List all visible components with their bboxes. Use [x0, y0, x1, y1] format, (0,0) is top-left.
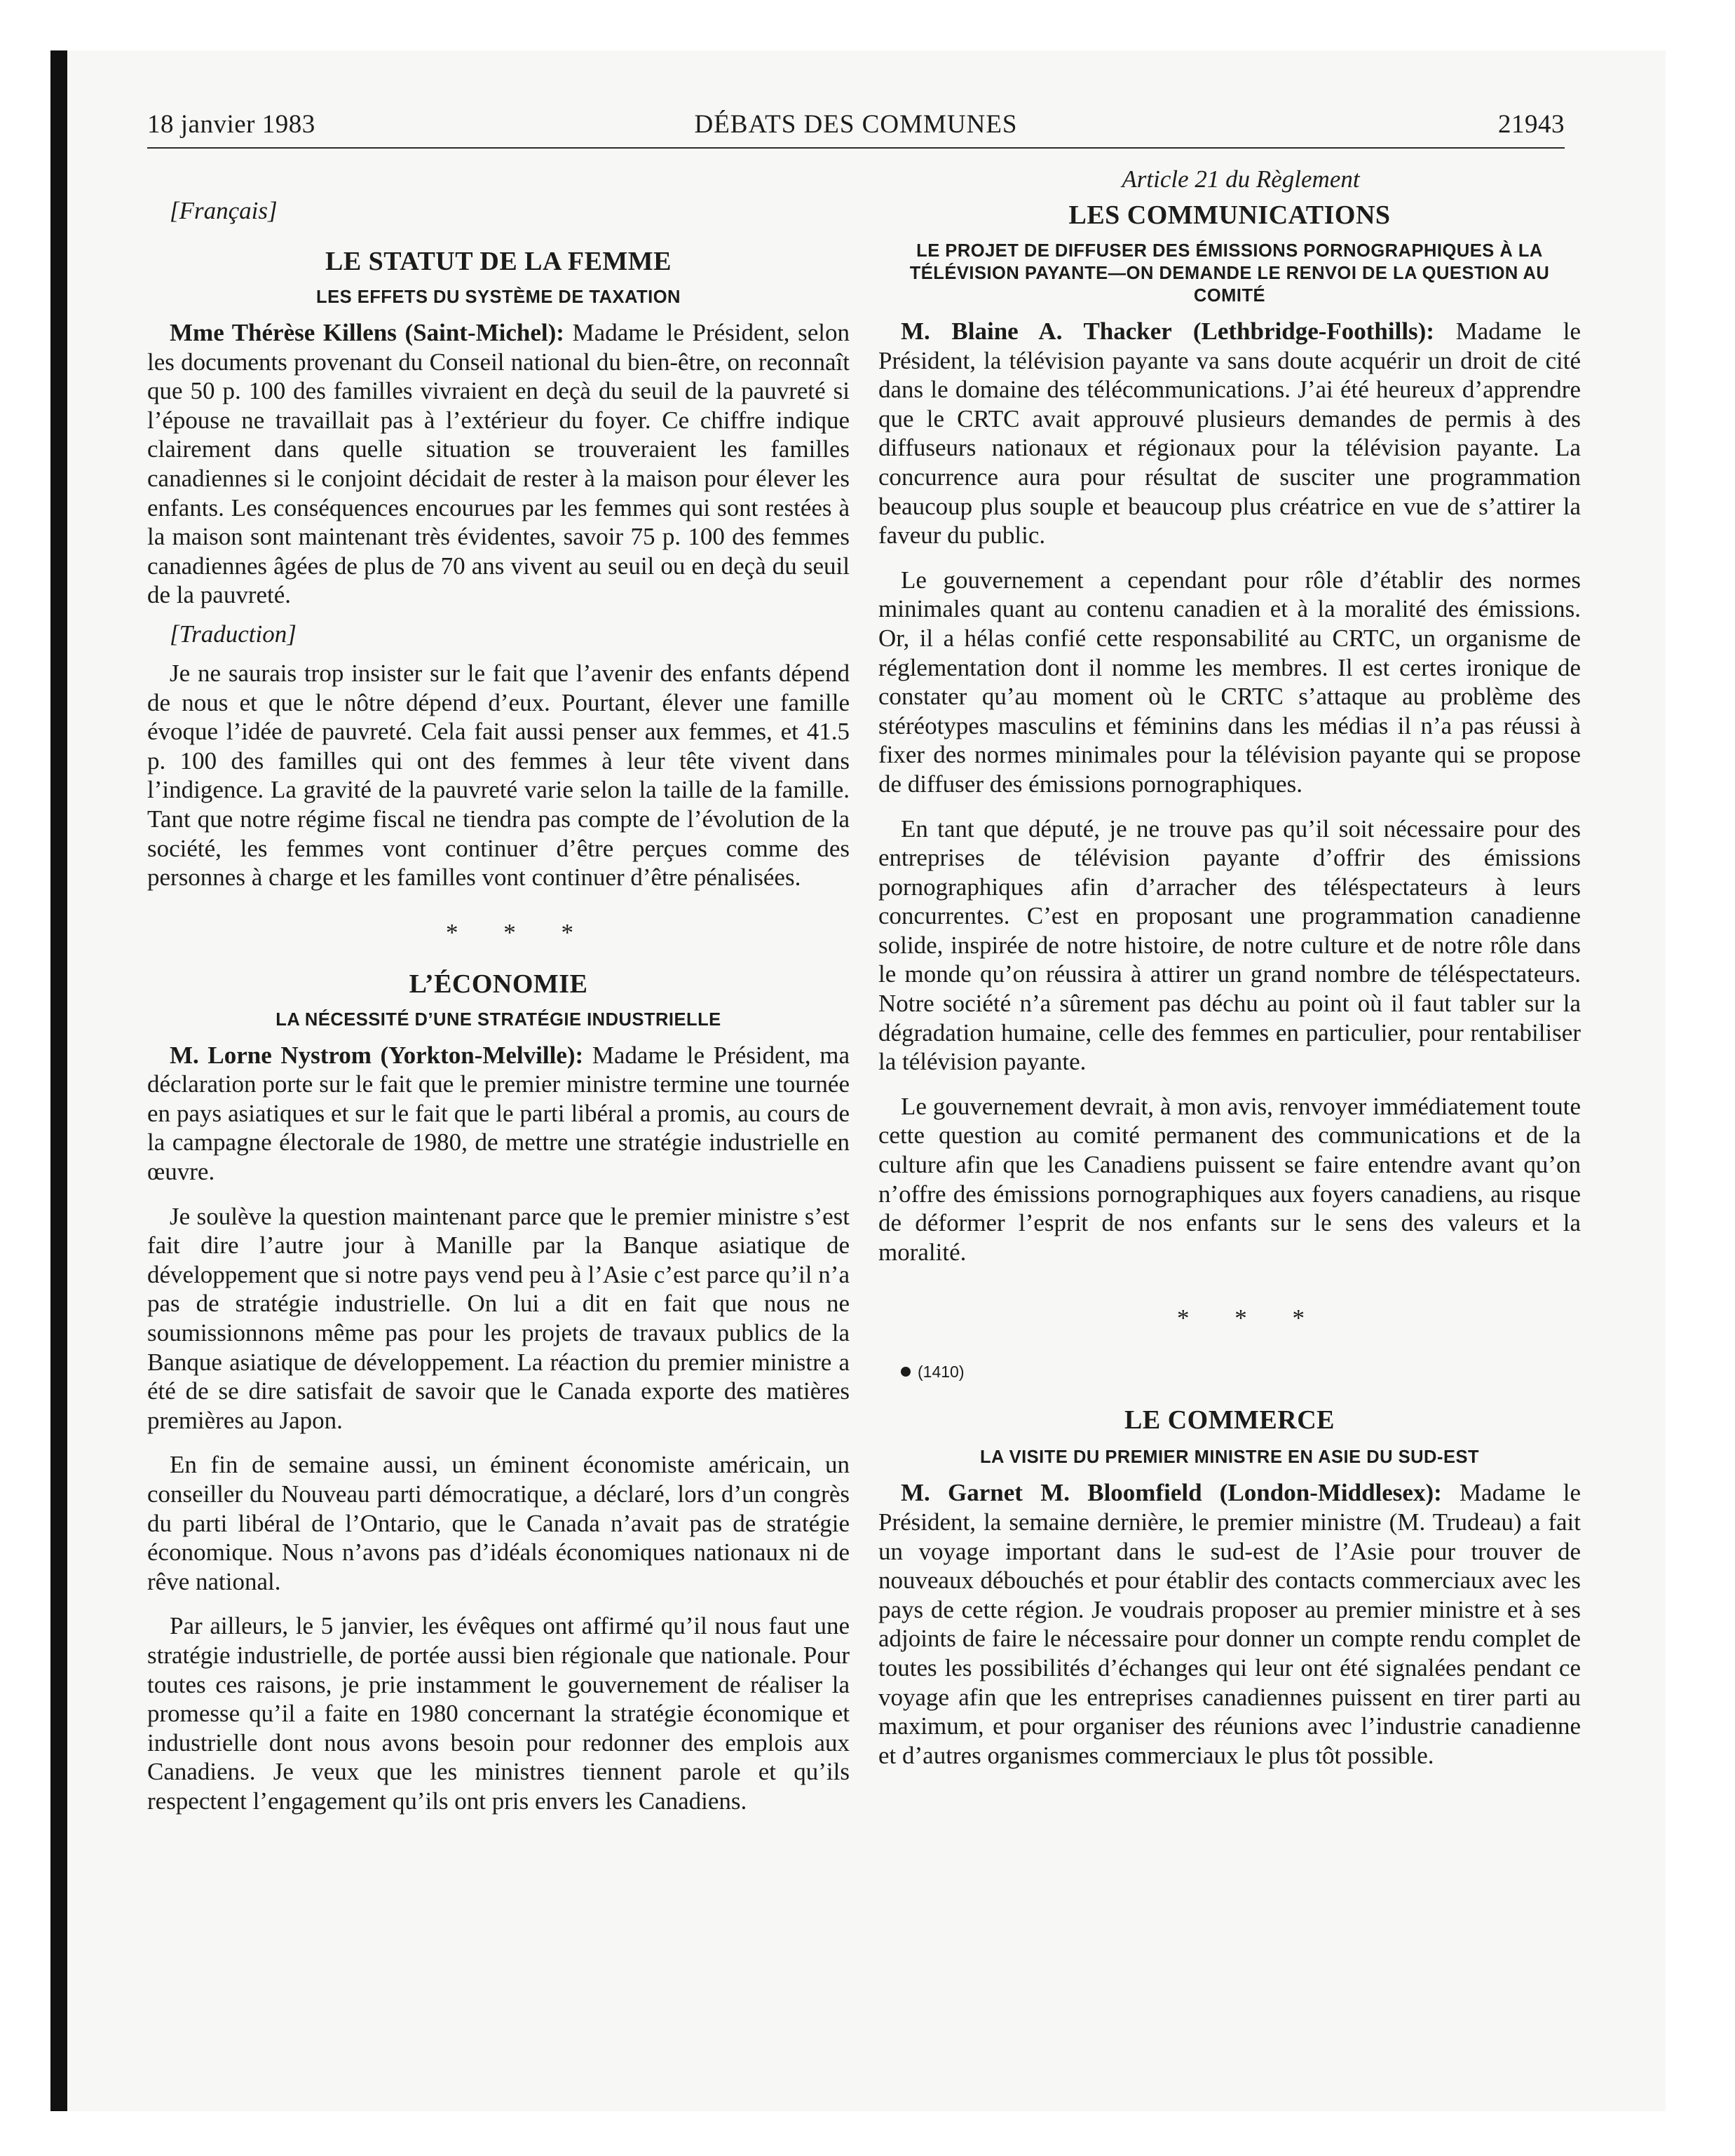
paragraph-bloomfield: [878, 1478, 1581, 1770]
running-header: [147, 104, 1565, 149]
section-title-communications: LES COMMUNICATIONS: [1068, 200, 1391, 230]
section-subtitle-television-payante: LE PROJET DE DIFFUSER DES ÉMISSIONS PORNOGRAPHIQUES À LA TÉLÉVISION PAYANTE—ON DEMANDE LE RENVOI DE LA QUESTION AU COMITÉ: [909, 241, 1550, 306]
paragraph-nystrom: [147, 1041, 850, 1187]
speaker-killens: Mme Thérèse Killens (Saint-Michel):: [170, 319, 564, 346]
paragraph-economiste: En fin de semaine aussi, un éminent économiste américain, un conseiller du Nouveau parti démocratique, a déclaré, lors d’un congrès du parti libéral de l’Ontario, que le Canada n’avait pas de stratégie économique. Nous n’avons pas d’idéals économiques nationaux ni de rêve national.: [147, 1451, 850, 1595]
paragraph-manille: Je soulève la question maintenant parce que le premier ministre s’est fait dire l’autre jour à Manille par la Banque asiatique de développement que si notre pays vend peu à l’Asie c’est parce qu’il n’a pas de stratégie industrielle. On lui a dit en fait que nous ne soumissionnons même pas pour les projets de travaux publics de la Banque asiatique de développement. La réaction du premier ministre a été de se dire satisfait de savoir que le Canada exporte des matières premières au Japon.: [147, 1202, 850, 1434]
section-subtitle-visite-asie: LA VISITE DU PREMIER MINISTRE EN ASIE DU SUD-EST: [979, 1447, 1480, 1468]
paragraph-thacker-text: Madame le Président, la télévision payante va sans doute acquérir un droit de cité dans le domaine des télécommunications. J’ai été heureux d’apprendre que le CRTC avait approuvé plusieurs demandes de permis à des diffuseurs nationaux et régionaux pour la télévision payante. La concurrence aura pour résultat de susciter une programmation beaucoup plus souple et beaucoup plus créatrice en vue de s’attirer la faveur du public.: [878, 318, 1581, 550]
time-marker: [878, 1360, 1581, 1383]
header-page-number: 21943: [1498, 110, 1565, 139]
section-subtitle-strategie: LA NÉCESSITÉ D’UNE STRATÉGIE INDUSTRIELLE: [275, 1009, 721, 1030]
section-title-economie: L’ÉCONOMIE: [409, 969, 588, 999]
paragraph-eveques: Par ailleurs, le 5 janvier, les évêques ont affirmé qu’il nous faut une stratégie industrielle, de portée aussi bien régionale que nationale. Pour toutes ces raisons, je prie instamment le gouvernement de réaliser la promesse qu’il a faite en 1980 concernant la stratégie économique et industrielle dont nous avons besoin pour redonner des emplois aux Canadiens. Je veux que les ministres tiennent parole et qu’ils respectent l’engagement qu’ils ont pris envers les Canadiens.: [147, 1612, 850, 1815]
paragraph-killens: [147, 318, 850, 610]
paragraph-nystrom-text: Madame le Président, ma déclaration porte sur le fait que le premier ministre termine une tournée en pays asiatiques et sur le fait que le parti libéral a promis, au cours de la campagne électorale de 1980, de mettre une stratégie industrielle en œuvre.: [147, 1041, 850, 1186]
section-separator: * * *: [446, 918, 593, 946]
paragraph-renvoi-comite: Le gouvernement devrait, à mon avis, renvoyer immédiatement toute cette question au comité permanent des communications et de la culture afin que les Canadiens puissent se faire entendre avant qu’on n’offre des émissions pornographiques aux foyers canadiens, au risque de déformer l’esprit de nos enfants sur le sens des valeurs et la moralité.: [878, 1092, 1581, 1266]
paragraph-depute: En tant que député, je ne trouve pas qu’il soit nécessaire pour des entreprises de télévision payante d’offrir des émissions pornographiques afin d’arracher des téléspectateurs à leurs concurrentes. C’est en proposant une programmation canadienne solide, inspirée de notre histoire, de notre culture et de notre rôle dans le monde qu’on réussira à attirer un grand nombre de téléspectateurs. Notre société n’a sûrement pas déchu au point où il faut tabler sur la dégradation humaine, celle des femmes en particulier, pour rentabiliser la télévision payante.: [878, 814, 1581, 1076]
speaker-bloomfield: M. Garnet M. Bloomfield (London-Middlesex):: [901, 1479, 1442, 1507]
section-title-statut-femme: LE STATUT DE LA FEMME: [325, 247, 672, 276]
header-title: DÉBATS DES COMMUNES: [694, 110, 1018, 139]
paragraph-normes-minimales: Le gouvernement a cependant pour rôle d’établir des normes minimales quant au contenu canadien et à la moralité des émissions. Or, il a hélas confié cette responsabilité au CRTC, un organisme de réglementation dont il nomme les membres. Il est certes ironique de constater qu’au moment où le CRTC s’attaque au problème des stéréotypes masculins et féminins dans les médias il n’a pas réussi à fixer des normes minimales pour la télévision payante qui se propose de diffuser des émissions pornographiques.: [878, 566, 1581, 798]
right-column: [878, 164, 1581, 1770]
bullet-dot-icon: [901, 1367, 911, 1377]
article-reference: Article 21 du Règlement: [1122, 165, 1360, 193]
paragraph-killens-text: Madame le Président, selon les documents provenant du Conseil national du bien-être, on reconnaît que 50 p. 100 des familles vivraient en deçà du seuil de la pauvreté si l’épouse ne travaillait pas à l’extérieur du foyer. Ce chiffre indique clairement dans quelle situation se trouveraient les familles canadiennes si le conjoint décidait de rester à la maison pour élever les enfants. Les conséquences encourues par les femmes qui sont restées à la maison sont maintenant très évidentes, savoir 75 p. 100 des femmes canadiennes âgées de plus de 70 ans vivent au seuil ou en deçà du seuil de la pauvreté.: [147, 319, 850, 609]
header-date: 18 janvier 1983: [147, 110, 315, 139]
language-tag-traduction: [Traduction]: [170, 620, 297, 648]
speaker-thacker: M. Blaine A. Thacker (Lethbridge-Foothills):: [901, 318, 1434, 345]
section-title-commerce: LE COMMERCE: [1124, 1405, 1335, 1435]
paragraph-avenir-enfants: Je ne saurais trop insister sur le fait que l’avenir des enfants dépend de nous et que le nôtre dépend d’eux. Pourtant, élever une famille évoque l’idée de pauvreté. Cela fait aussi penser aux femmes, et 41.5 p. 100 des familles qui ont des femmes à leur tête vivent dans l’indigence. La gravité de la pauvreté varie selon la taille de la famille. Tant que notre régime fiscal ne tiendra pas compte de l’évolution de la société, les femmes vont continuer d’être perçues comme des personnes à charge et les familles vont continuer d’être pénalisées.: [147, 659, 850, 892]
section-subtitle-taxation: LES EFFETS DU SYSTÈME DE TAXATION: [316, 287, 681, 307]
paragraph-bloomfield-text: Madame le Président, la semaine dernière, le premier ministre (M. Trudeau) a fait un voyage important dans le sud-est de l’Asie pour trouver de nouveaux débouchés et pour établir des contacts commerciaux avec les pays de cette région. Je voudrais proposer au premier ministre et à ses adjoints de faire le nécessaire pour donner un compte rendu complet de toutes les possibilités d’échanges qui leur ont été signalées pendant ce voyage afin que les entreprises canadiennes puissent en tirer parti au maximum, et pour organiser des réunions avec l’industrie canadienne et d’autres organismes commerciaux le plus tôt possible.: [878, 1479, 1581, 1769]
time-marker-text: (1410): [918, 1363, 965, 1381]
section-separator: * * *: [1177, 1304, 1324, 1332]
scan-edge-bar: [50, 50, 67, 2111]
language-tag-francais: [Français]: [170, 197, 278, 224]
speaker-nystrom: M. Lorne Nystrom (Yorkton-Melville):: [170, 1041, 584, 1069]
left-column: [147, 164, 850, 1816]
paragraph-thacker: [878, 317, 1581, 550]
